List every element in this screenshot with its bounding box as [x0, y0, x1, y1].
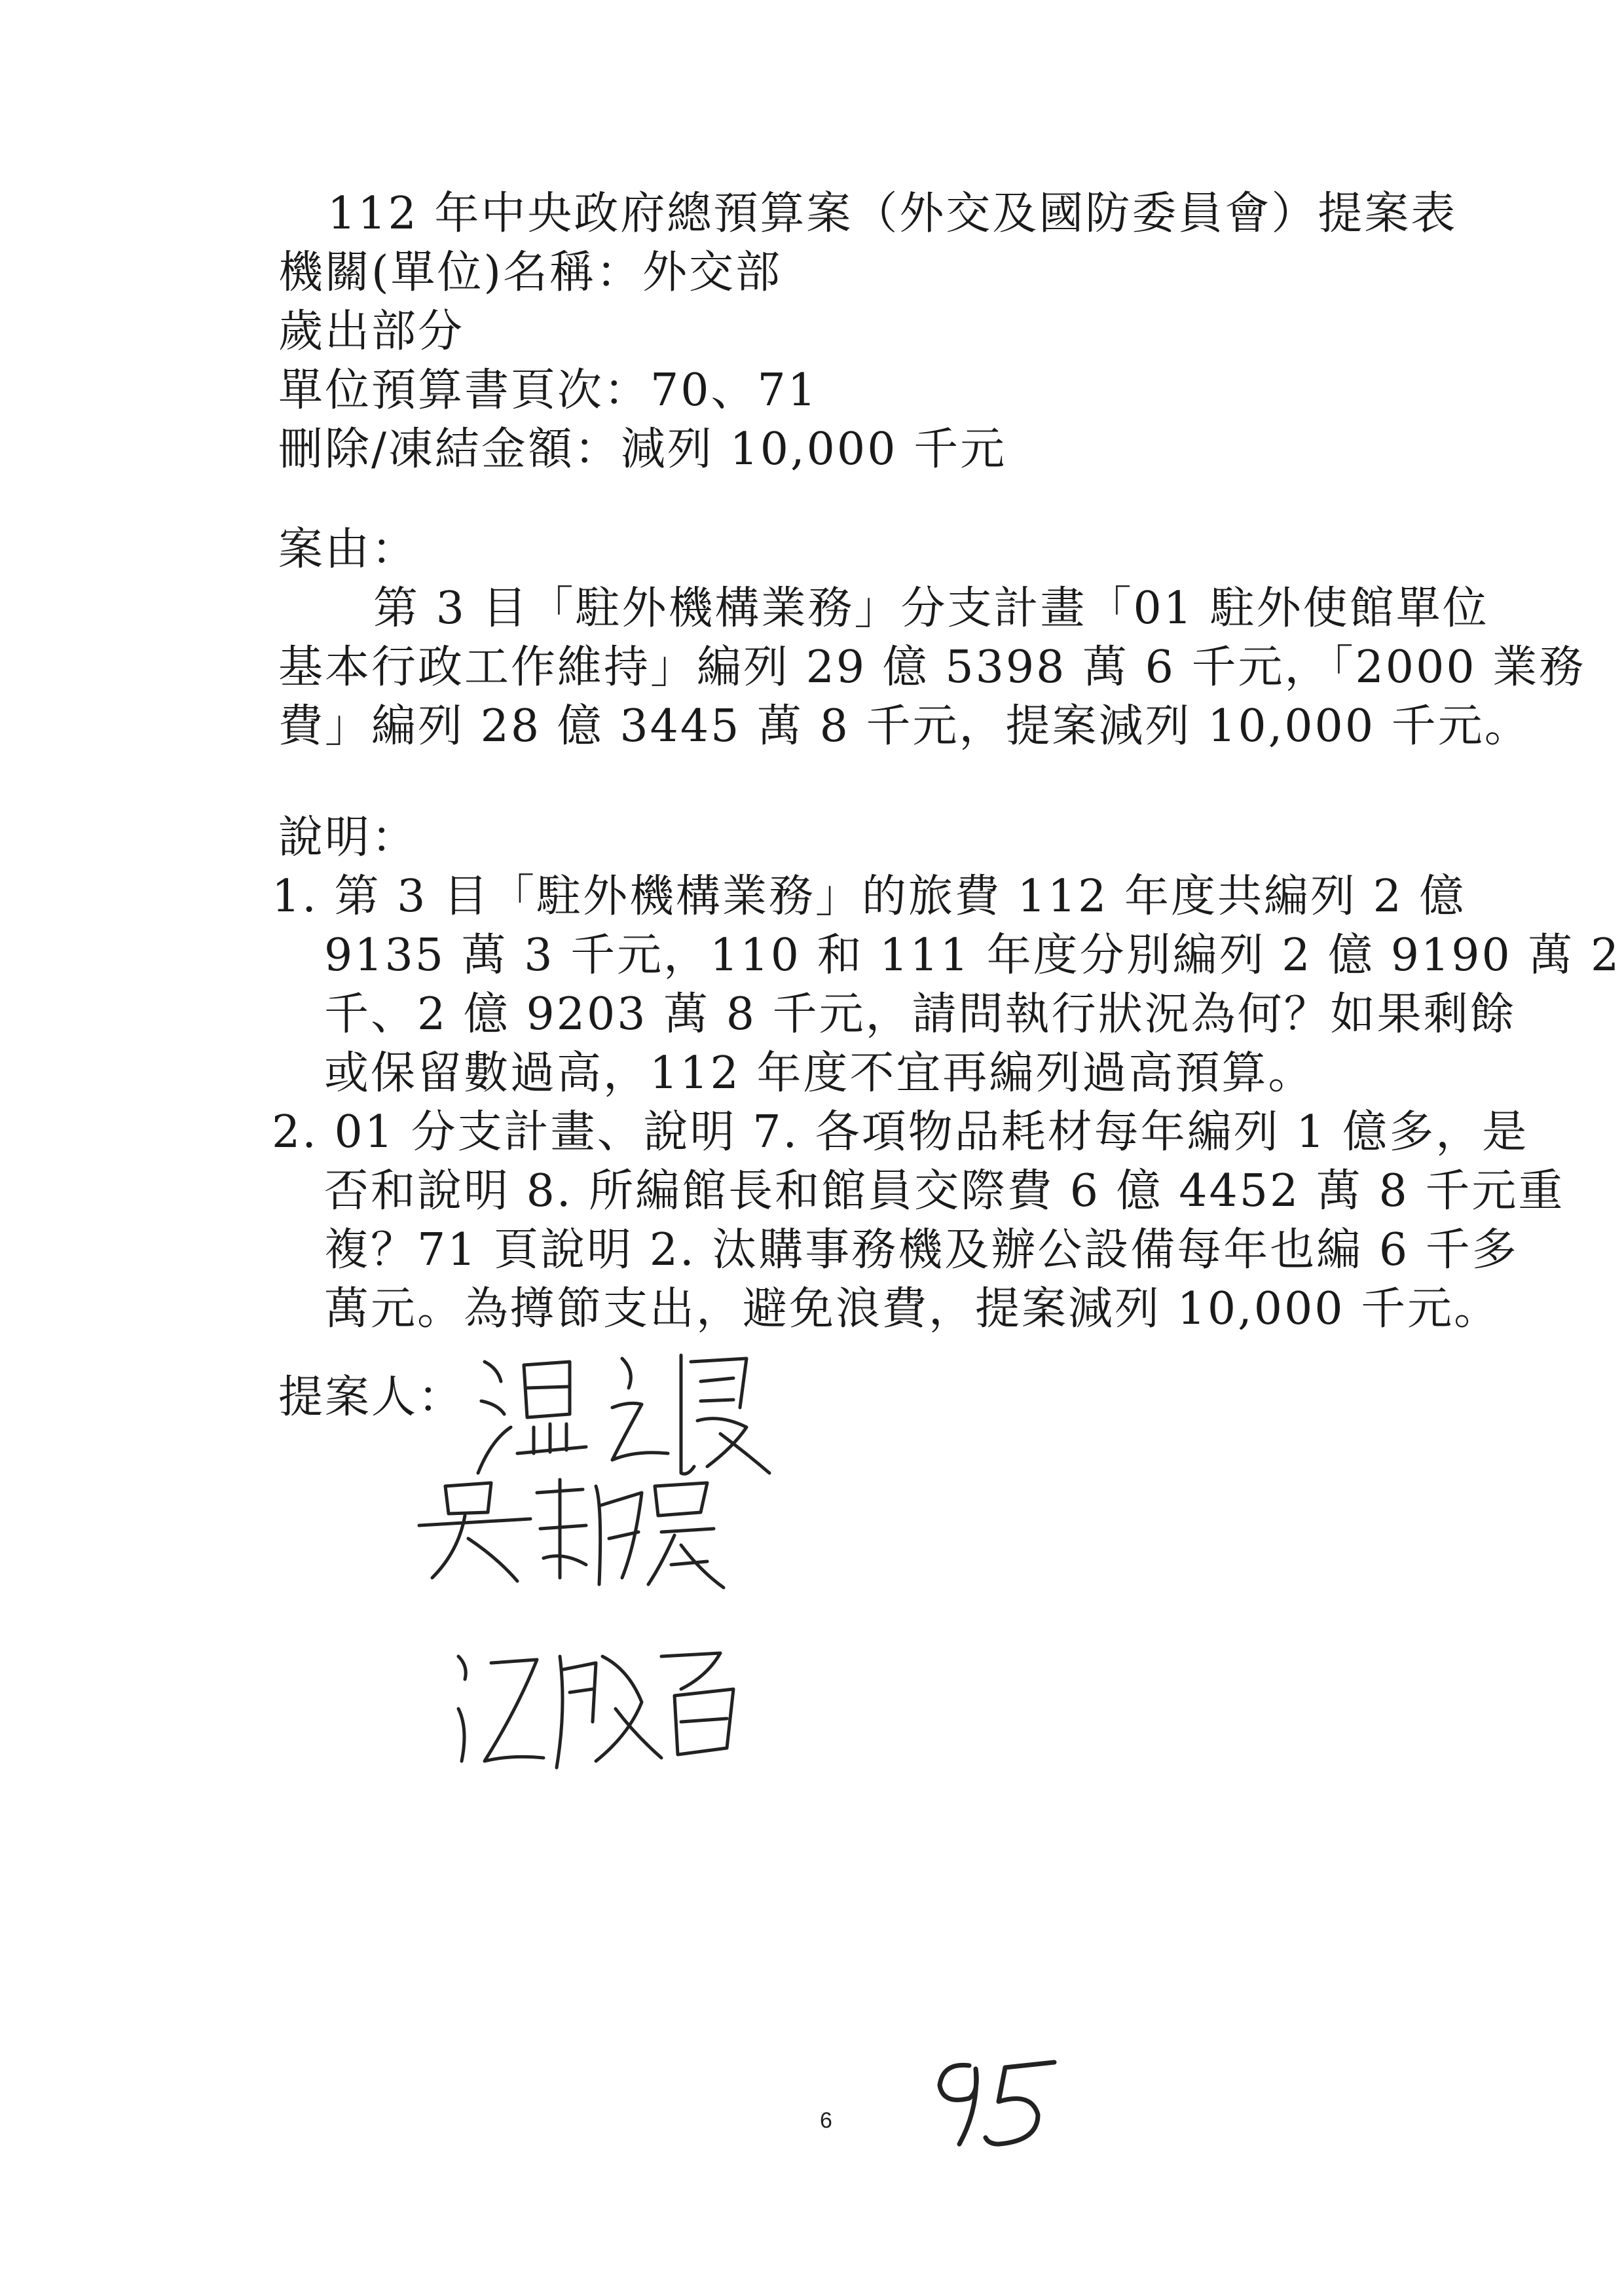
signature-2: [406, 1467, 733, 1597]
description-item-2-line: 複？71 頁說明 2. 汰購事務機及辦公設備每年也編 6 千多: [324, 1224, 1519, 1276]
description-item-2-line: 2. 01 分支計畫、說明 7. 各項物品耗材每年編列 1 億多，是: [272, 1106, 1529, 1158]
case-label: 案由：: [278, 524, 418, 575]
description-item-2-line: 否和說明 8. 所編館長和館員交際費 6 億 4452 萬 8 千元重: [324, 1165, 1565, 1217]
agency-name: 機關(單位)名稱：外交部: [278, 247, 783, 299]
description-item-1-line: 9135 萬 3 千元，110 和 111 年度分別編列 2 億 9190 萬 2: [324, 930, 1621, 981]
case-line: 第 3 目「駐外機構業務」分支計畫「01 駐外使館單位: [373, 583, 1489, 634]
description-item-1-line: 1. 第 3 目「駐外機構業務」的旅費 112 年度共編列 2 億: [272, 871, 1466, 922]
description-item-1-line: 千、2 億 9203 萬 8 千元，請問執行狀況為何？如果剩餘: [324, 989, 1517, 1040]
page-number: 6: [820, 2108, 832, 2133]
section-name: 歲出部分: [278, 306, 465, 357]
budget-pages: 單位預算書頁次：70、71: [278, 365, 819, 416]
case-line: 費」編列 28 億 3445 萬 8 千元，提案減列 10,000 千元。: [278, 701, 1531, 752]
proposer-label: 提案人：: [278, 1372, 465, 1423]
handwritten-page-number: [923, 2049, 1074, 2157]
signature-1: [471, 1336, 779, 1486]
case-line: 基本行政工作維持」編列 29 億 5398 萬 6 千元，「2000 業務: [278, 642, 1586, 693]
description-item-1-line: 或保留數過高，112 年度不宜再編列過高預算。: [324, 1048, 1315, 1099]
signature-3: [445, 1630, 760, 1781]
document-title: 112 年中央政府總預算案（外交及國防委員會）提案表: [327, 188, 1458, 240]
description-label: 說明：: [278, 812, 418, 864]
reduction-amount: 刪除/凍結金額：減列 10,000 千元: [278, 424, 1007, 475]
description-item-2-line: 萬元。為撙節支出，避免浪費，提案減列 10,000 千元。: [324, 1283, 1501, 1335]
